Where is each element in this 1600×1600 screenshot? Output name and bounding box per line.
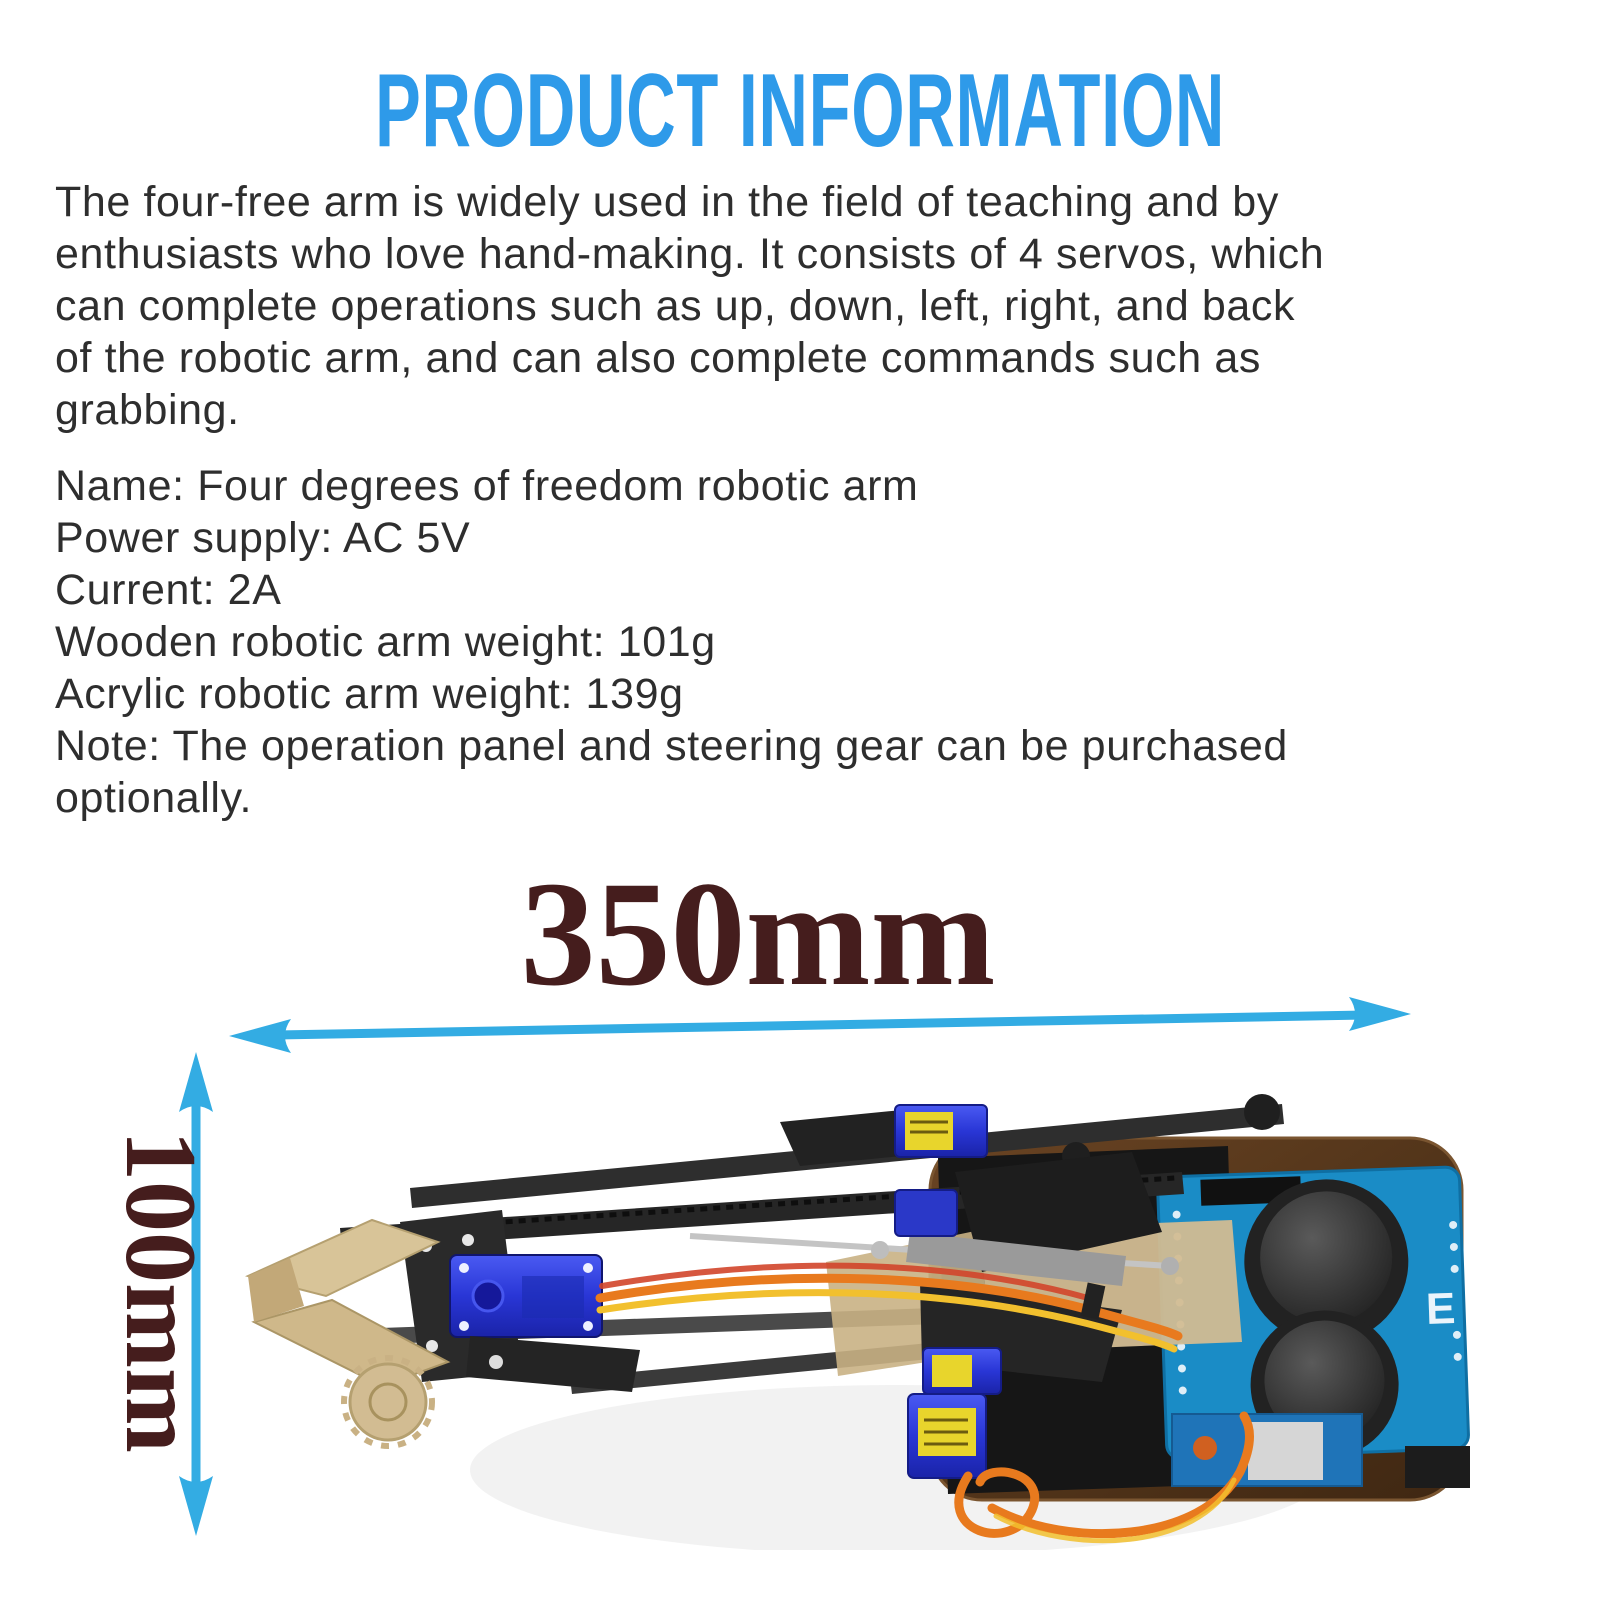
usb-port: [1248, 1422, 1323, 1480]
spec-line-power: Power supply: AC 5V: [55, 514, 471, 562]
spec-line-wooden-weight: Wooden robotic arm weight: 101g: [55, 618, 716, 666]
base-bracket: [1405, 1446, 1470, 1488]
arrow-head-right: [1349, 997, 1411, 1031]
description-line: The four-free arm is widely used in the field of teaching and by: [55, 178, 1279, 226]
width-dimension-label: 350mm: [520, 851, 996, 1017]
servo-label: [932, 1355, 972, 1387]
page-title-text: PRODUCT INFORMATION: [374, 53, 1226, 169]
description-line: can complete operations such as up, down, left, right, and back: [55, 282, 1296, 330]
claw-gear: [350, 1364, 426, 1440]
product-photo: [220, 1080, 1470, 1550]
pcb-logo: E: [1425, 1283, 1457, 1334]
servo-shaft: [473, 1281, 503, 1311]
description-line: enthusiasts who love hand-making. It consists of 4 servos, which: [55, 230, 1325, 278]
elbow-joint: [1244, 1094, 1280, 1130]
description-line: of the robotic arm, and can also complete commands such as: [55, 334, 1261, 382]
bottom-servo: [908, 1394, 986, 1478]
height-dimension-label: 100mm: [104, 1130, 217, 1453]
arrow-head-left: [229, 1019, 291, 1053]
spec-line-name: Name: Four degrees of freedom robotic arm: [55, 462, 919, 510]
reset-button: [1193, 1436, 1217, 1460]
spec-line-acrylic-weight: Acrylic robotic arm weight: 139g: [55, 670, 684, 718]
spec-line-current: Current: 2A: [55, 566, 282, 614]
product-specs: [55, 460, 1288, 824]
arrow-head-bottom: [179, 1476, 213, 1536]
spec-line-note: Note: The operation panel and steering gear can be purchased: [55, 722, 1288, 770]
page-title: [0, 52, 1600, 171]
product-description: [55, 176, 1324, 436]
arrow-head-top: [179, 1052, 213, 1112]
spec-line-note-cont: optionally.: [55, 774, 253, 822]
width-dimension-arrow-icon: [225, 995, 1415, 1075]
mid-servo: [923, 1348, 1001, 1394]
description-line: grabbing.: [55, 386, 240, 434]
